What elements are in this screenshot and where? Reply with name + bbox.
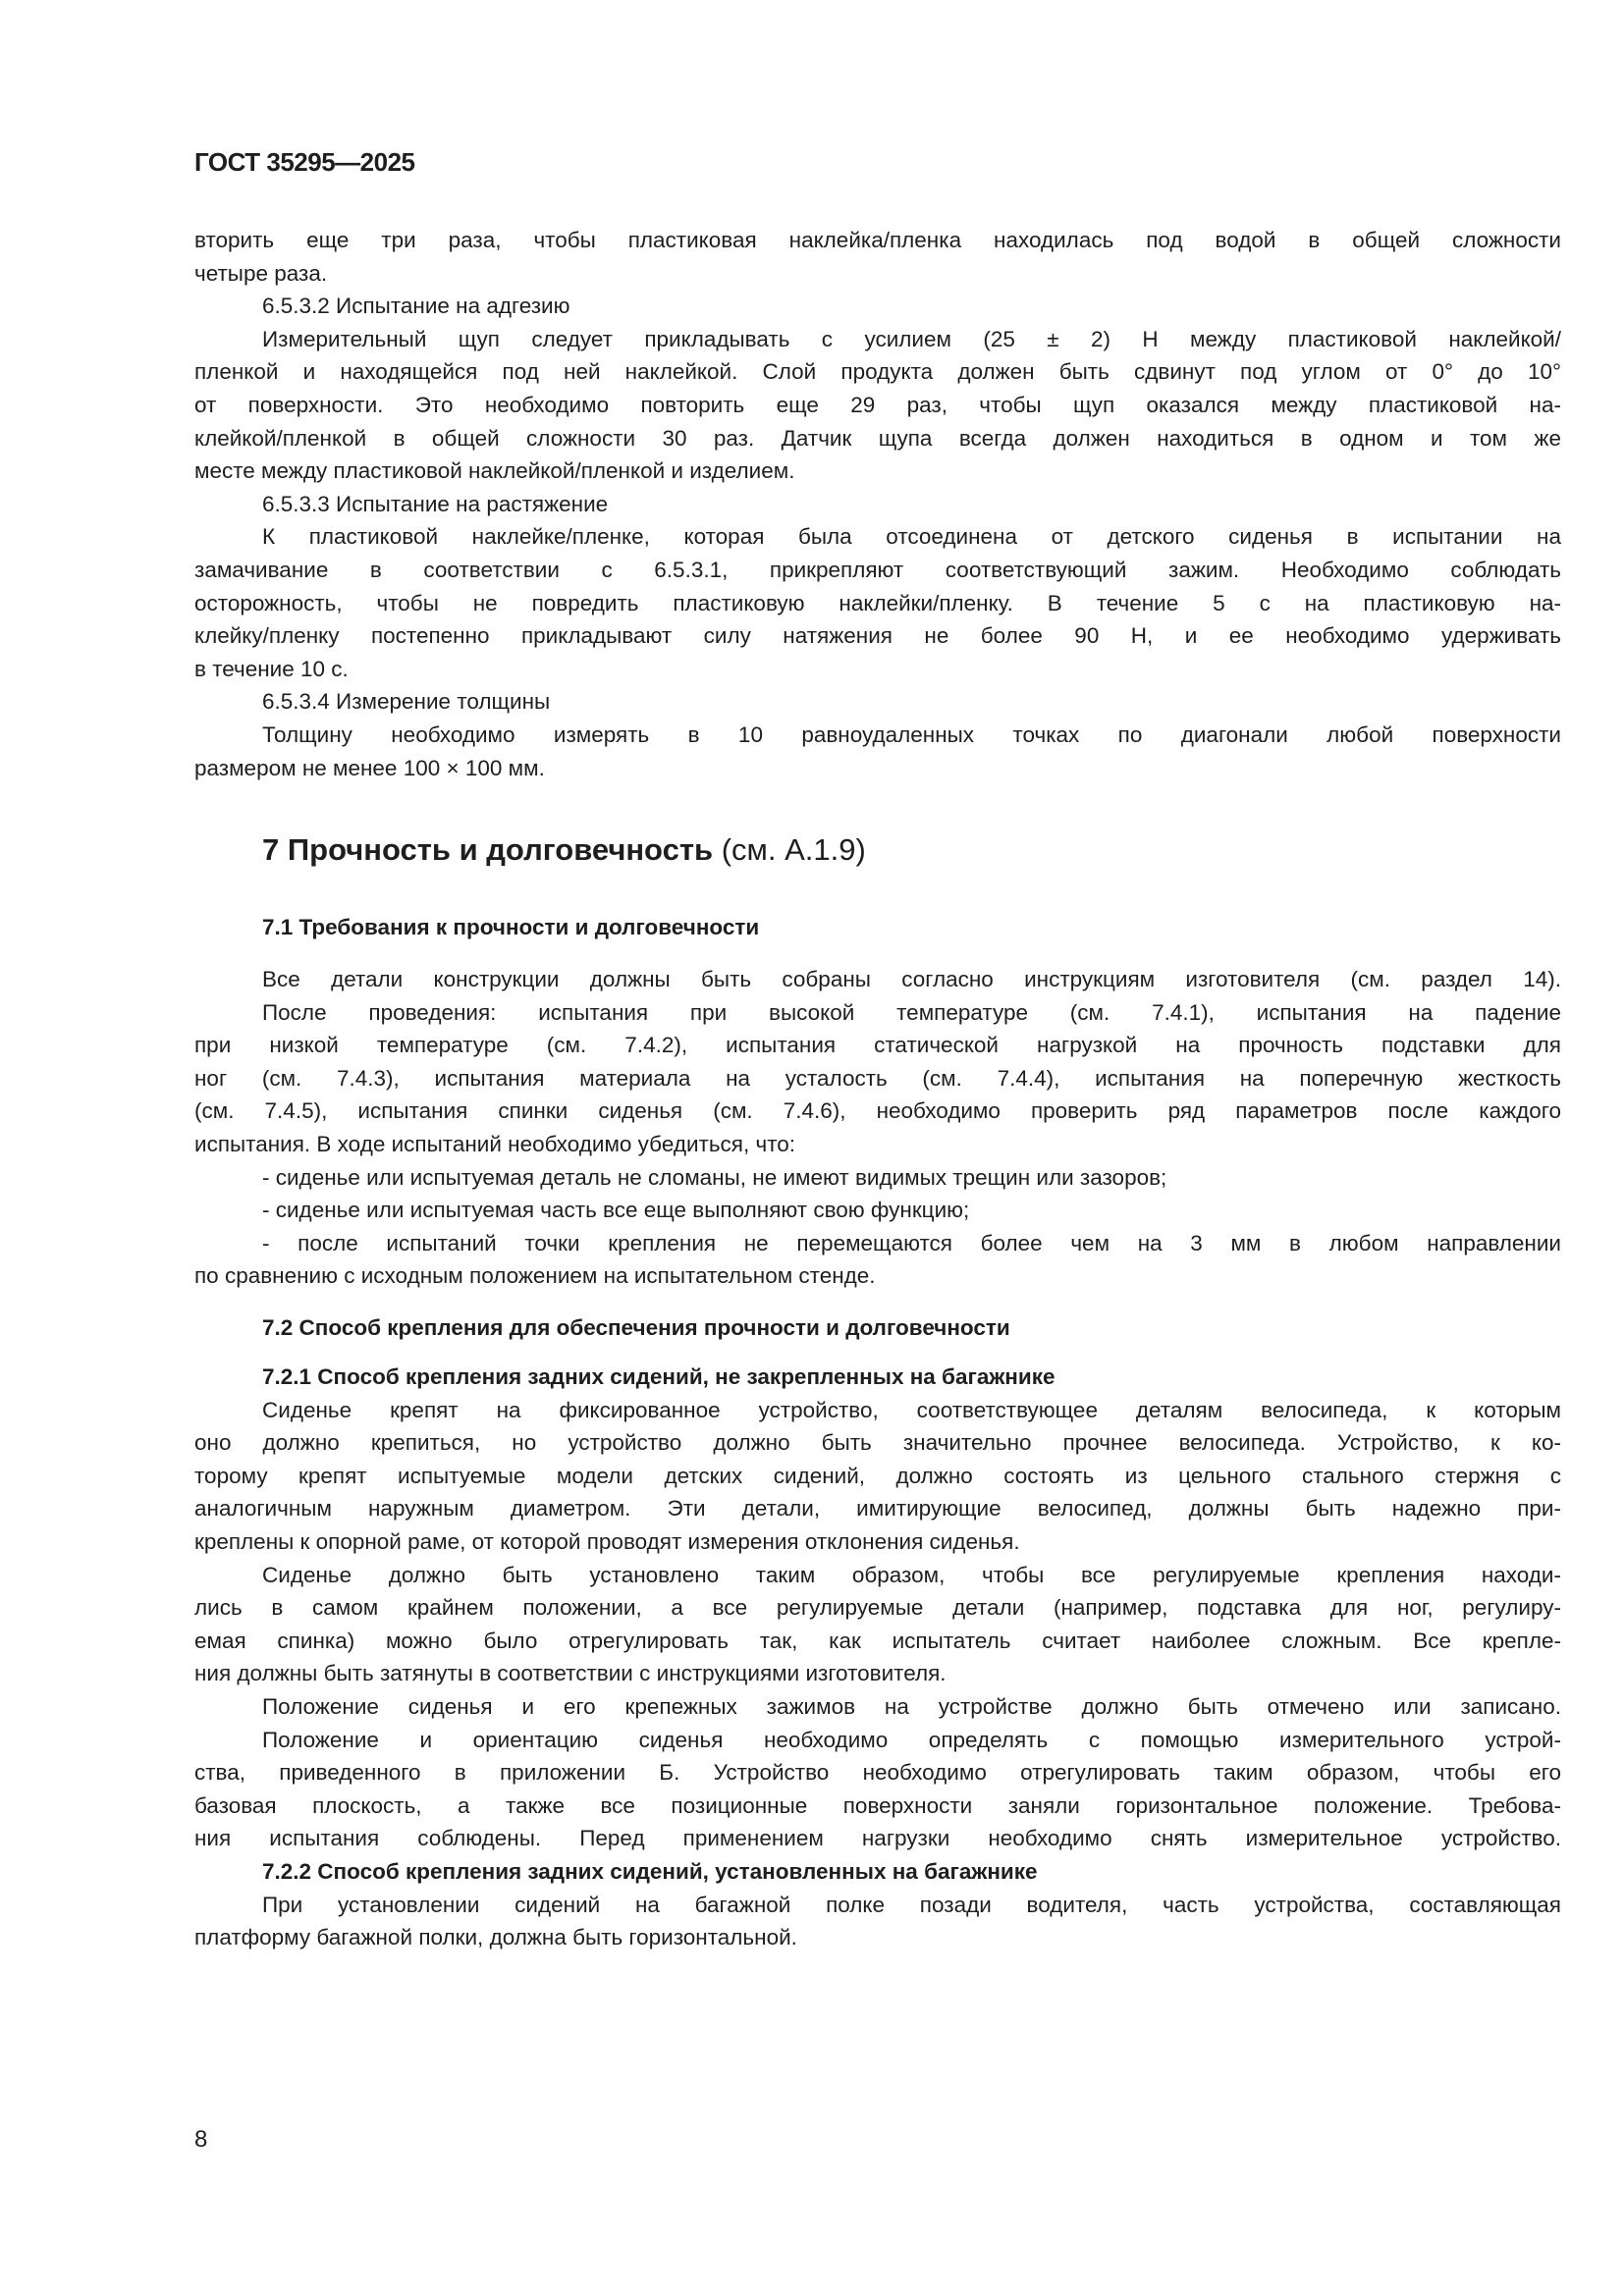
text-line: Измерительный щуп следует прикладывать с усилием (25 ± 2) Н между пластиковой наклейкой/ [262,326,1561,351]
text-line: Положение и ориентацию сиденья необходимо определять с помощью измерительного устрой- [262,1727,1561,1752]
text-line: ног (см. 7.4.3), испытания материала на усталость (см. 7.4.4), испытания на поперечную жесткость [194,1065,1561,1091]
text-line: 6.5.3.3 Испытание на растяжение [262,491,609,516]
text-line: Сиденье должно быть установлено таким образом, чтобы все регулируемые крепления находи- [262,1562,1561,1587]
document-header: ГОСТ 35295—2025 [194,147,415,177]
text-line: После проведения: испытания при высокой температуре (см. 7.4.1), испытания на падение [262,999,1561,1025]
text-line: Положение сиденья и его крепежных зажимов на устройстве должно быть отмечено или записано. [262,1693,1561,1719]
section-7-heading [262,830,866,870]
page-number: 8 [194,2126,208,2153]
text-line: креплены к опорной раме, от которой проводят измерения отклонения сиденья. [194,1528,1020,1554]
text-line: Все детали конструкции должны быть собраны согласно инструкциям изготовителя (см. раздел 14). [262,967,1561,991]
text-line: размером не менее 100 × 100 мм. [194,755,545,780]
text-line: платформу багажной полки, должна быть горизонтальной. [194,1925,797,1950]
text-block-7-1 [194,963,1561,1293]
text-line: торому крепят испытуемые модели детских сидений, должно состоять из цельного стального стержня с [194,1463,1561,1488]
text-line: при низкой температуре (см. 7.4.2), испытания статической нагрузкой на прочность подставки для [194,1033,1561,1058]
text-line: 6.5.3.4 Измерение толщины [262,689,551,715]
text-line: замачивание в соответствии с 6.5.3.1, прикрепляют соответствующий зажим. Необходимо соблюдать [194,557,1561,582]
text-line: К пластиковой наклейке/пленке, которая была отсоединена от детского сиденья в испытании на [262,524,1561,550]
text-line: месте между пластиковой наклейкой/пленкой и изделием. [194,458,795,484]
text-line: ния испытания соблюдены. Перед применением нагрузки необходимо снять измерительное устройство. [194,1826,1561,1851]
text-line: ства, приведенного в приложении Б. Устройство необходимо отрегулировать таким образом, чтобы его [194,1760,1561,1786]
text-line: лись в самом крайнем положении, а все регулируемые детали (например, подставка для ног, регулиру- [194,1595,1561,1621]
text-line: клейку/пленку постепенно прикладывают силу натяжения не более 90 Н, и ее необходимо удерживать [194,623,1561,649]
text-line: по сравнению с исходным положением на испытательном стенде. [194,1263,876,1289]
text-block-7-2 [194,1361,1561,1954]
text-line: - после испытаний точки крепления не перемещаются более чем на 3 мм в любом направлении [262,1230,1561,1255]
text-line: (см. 7.4.5), испытания спинки сиденья (см. 7.4.6), необходимо проверить ряд параметров после каждого [194,1098,1561,1124]
text-line: в течение 10 с. [194,656,349,681]
text-line: При установлении сидений на багажной полке позади водителя, часть устройства, составляющая [262,1892,1561,1917]
text-block-6-5-3 [194,224,1561,784]
text-line: 6.5.3.2 Испытание на адгезию [262,294,570,319]
text-line: - сиденье или испытуемая часть все еще выполняют свою функцию; [262,1198,970,1223]
subsection-heading: 7.2.1 Способ крепления задних сидений, не закрепленных на багажнике [262,1364,1056,1389]
text-line: от поверхности. Это необходимо повторить еще 29 раз, чтобы щуп оказался между пластиковой на- [194,392,1561,417]
subsection-heading: 7.2.2 Способ крепления задних сидений, установленных на багажнике [262,1858,1038,1884]
text-line: Сиденье крепят на фиксированное устройство, соответствующее деталям велосипеда, к которым [262,1397,1561,1422]
text-line: аналогичным наружным диаметром. Эти детали, имитирующие велосипед, должны быть надежно при- [194,1496,1561,1522]
text-line: четыре раза. [194,260,328,286]
text-line: - сиденье или испытуемая деталь не сломаны, не имеют видимых трещин или зазоров; [262,1164,1167,1190]
text-line: осторожность, чтобы не повредить пластиковую наклейки/пленку. В течение 5 с на пластиковую на- [194,590,1561,615]
section-7-1-heading: 7.1 Требования к прочности и долговечности [262,915,760,939]
text-line: емая спинка) можно было отрегулировать так, как испытатель считает наиболее сложным. Все крепле- [194,1628,1561,1653]
text-line: оно должно крепиться, но устройство должно быть значительно прочнее велосипеда. Устройство, к ко- [194,1430,1561,1456]
text-line: клейкой/пленкой в общей сложности 30 раз. Датчик щупа всегда должен находиться в одном и том же [194,425,1561,451]
text-line: Толщину необходимо измерять в 10 равноудаленных точках по диагонали любой поверхности [262,721,1561,747]
section-7-ref: (см. А.1.9) [721,832,866,867]
section-7-2-heading: 7.2 Способ крепления для обеспечения прочности и долговечности [262,1315,1010,1340]
text-line: ния должны быть затянуты в соответствии с инструкциями изготовителя. [194,1661,947,1686]
text-line: испытания. В ходе испытаний необходимо убедиться, что: [194,1131,796,1156]
text-line: базовая плоскость, а также все позиционные поверхности заняли горизонтальное положение. Требова- [194,1792,1561,1818]
section-7-title: 7 Прочность и долговечность [262,832,714,867]
text-line: пленкой и находящейся под ней наклейкой. Слой продукта должен быть сдвинут под углом от 0° до 10° [194,359,1561,385]
text-line: вторить еще три раза, чтобы пластиковая наклейка/пленка находилась под водой в общей сложности [194,228,1561,252]
